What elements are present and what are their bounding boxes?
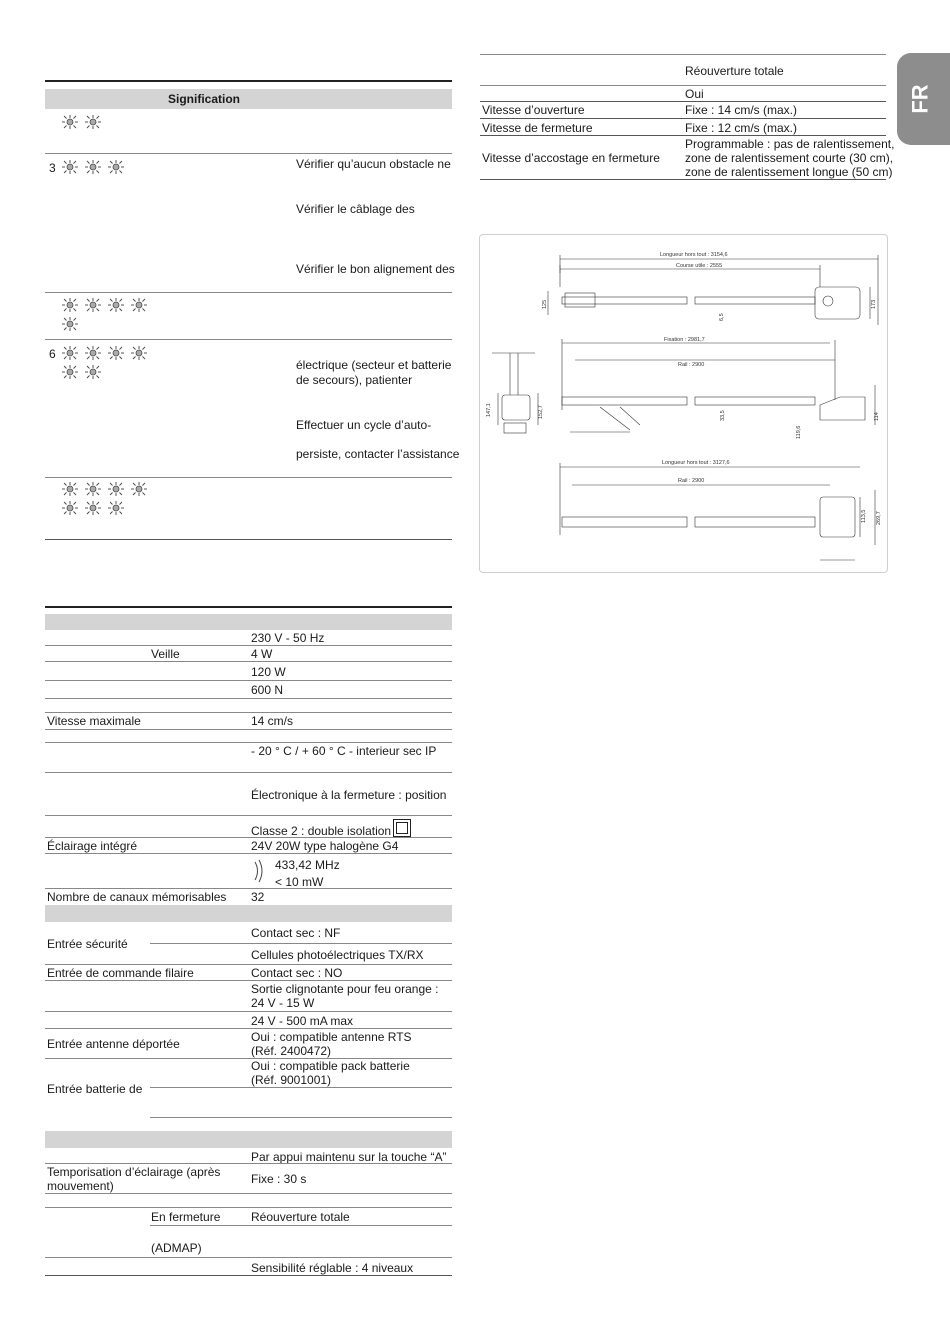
dim-113-5: 113,5 bbox=[861, 509, 867, 523]
row-divider bbox=[45, 772, 452, 773]
label-closing-speed: Vitesse de fermeture bbox=[482, 121, 593, 135]
dim-173: 173 bbox=[871, 299, 877, 309]
spec-wired-contact: Contact sec : NO bbox=[251, 966, 343, 980]
blinking-light-icon bbox=[83, 481, 103, 500]
value-full-reopen: Réouverture totale bbox=[685, 64, 784, 78]
dim-33-5: 33,5 bbox=[720, 410, 726, 421]
radio-wave-icon bbox=[252, 858, 266, 887]
dim-rail-2: Rail : 2900 bbox=[678, 478, 705, 484]
header-signification: Signification bbox=[168, 92, 240, 106]
row-divider bbox=[45, 729, 452, 730]
spec-label-light-delay-2: mouvement) bbox=[47, 1179, 114, 1193]
spec-obstacle-detection: Électronique à la fermeture : position bbox=[251, 788, 447, 802]
row-divider bbox=[45, 980, 452, 981]
spec-label-standby: Veille bbox=[151, 647, 180, 661]
dim-fixation: Fixation : 2981,7 bbox=[664, 337, 705, 343]
spec-photocells: Cellules photoélectriques TX/RX bbox=[251, 948, 424, 962]
language-tab bbox=[897, 53, 950, 145]
dim-6-5: 6,5 bbox=[719, 313, 725, 321]
section-bar bbox=[45, 614, 452, 630]
dimension-drawing bbox=[480, 235, 887, 572]
row-divider bbox=[45, 964, 452, 965]
section-bar bbox=[45, 905, 452, 922]
label-opening-speed: Vitesse d’ouverture bbox=[482, 103, 585, 117]
dim-useful-stroke: Course utile : 2555 bbox=[676, 263, 723, 269]
blinking-light-icon bbox=[106, 159, 126, 178]
table-top-rule bbox=[45, 606, 452, 608]
blinking-light-icon bbox=[60, 316, 80, 335]
note-wait: de secours), patienter bbox=[296, 373, 413, 387]
blink-group-row-2 bbox=[60, 159, 129, 178]
spec-light-delay: Fixe : 30 s bbox=[251, 1172, 307, 1186]
blink-count-3: 3 bbox=[49, 161, 56, 175]
spec-label-battery: Entrée batterie de bbox=[47, 1082, 143, 1096]
blink-group-row-1 bbox=[60, 114, 106, 133]
row-divider bbox=[45, 680, 452, 681]
spec-label-wired-input: Entrée de commande filaire bbox=[47, 966, 194, 980]
language-tab-label: FR bbox=[907, 84, 933, 114]
spec-label-lighting: Éclairage intégré bbox=[47, 839, 138, 853]
label-docking-speed: Vitesse d’accostage en fermeture bbox=[482, 151, 660, 165]
spec-label-light-delay-1: Temporisation d’éclairage (après bbox=[47, 1165, 221, 1179]
blinking-light-icon bbox=[106, 297, 126, 316]
spec-max-speed: 14 cm/s bbox=[251, 714, 294, 728]
spec-power: 120 W bbox=[251, 665, 286, 679]
dim-269-7: 269,7 bbox=[876, 511, 882, 525]
blinking-light-icon bbox=[106, 500, 126, 519]
spec-force: 600 N bbox=[251, 683, 284, 697]
blinking-light-icon bbox=[60, 159, 80, 178]
table-bottom-rule bbox=[480, 179, 886, 180]
spec-antenna-2: (Réf. 2400472) bbox=[251, 1044, 332, 1058]
row-divider bbox=[480, 101, 886, 102]
spec-manual-mode: Par appui maintenu sur la touche “A” bbox=[251, 1150, 447, 1164]
row-divider bbox=[45, 661, 452, 662]
dim-rail-1: Rail : 2900 bbox=[678, 362, 705, 368]
spec-label-on-closing: En fermeture bbox=[151, 1210, 221, 1224]
blinking-light-icon bbox=[129, 481, 149, 500]
row-divider bbox=[480, 85, 886, 86]
blinking-light-icon bbox=[60, 500, 80, 519]
row-divider bbox=[150, 1087, 452, 1088]
row-divider bbox=[45, 645, 452, 646]
blinking-light-icon bbox=[129, 297, 149, 316]
spec-standby: 4 W bbox=[251, 647, 273, 661]
blink-count-6: 6 bbox=[49, 347, 56, 361]
blink-group-row-3 bbox=[60, 297, 160, 335]
value-docking-line-3: zone de ralentissement longue (50 cm) bbox=[685, 165, 893, 179]
spec-on-closing: Réouverture totale bbox=[251, 1210, 350, 1224]
spec-accessory-output: 24 V - 500 mA max bbox=[251, 1014, 354, 1028]
row-divider bbox=[150, 943, 452, 944]
spec-label-channels: Nombre de canaux mémorisables bbox=[47, 890, 227, 904]
blinking-light-icon bbox=[83, 297, 103, 316]
note-obstacle: Vérifier qu’aucun obstacle ne bbox=[296, 157, 451, 171]
table-bottom-rule bbox=[45, 539, 452, 540]
note-auto-cycle: Effectuer un cycle d’auto- bbox=[296, 418, 432, 432]
blinking-light-icon bbox=[83, 159, 103, 178]
spec-battery-1: Oui : compatible pack batterie bbox=[251, 1059, 410, 1073]
row-divider bbox=[480, 54, 886, 55]
blinking-light-icon bbox=[129, 345, 149, 364]
blinking-light-icon bbox=[60, 297, 80, 316]
row-divider bbox=[480, 118, 886, 119]
spec-flasher-output-1: Sortie clignotante pour feu orange : bbox=[251, 982, 439, 996]
blink-group-row-5 bbox=[60, 481, 160, 519]
table-bottom-rule bbox=[45, 1275, 452, 1276]
dim-114: 114 bbox=[874, 412, 880, 421]
value-docking-line-1: Programmable : pas de ralentissement, bbox=[685, 137, 895, 151]
blinking-light-icon bbox=[60, 481, 80, 500]
spec-lighting: 24V 20W type halogène G4 bbox=[251, 839, 399, 853]
note-cabling: Vérifier le câblage des bbox=[296, 202, 415, 216]
spec-temperature: - 20 ° C / + 60 ° C - interieur sec IP bbox=[251, 744, 437, 758]
row-divider bbox=[45, 339, 452, 340]
spec-frequency: 433,42 MHz bbox=[275, 858, 340, 872]
spec-insulation: Classe 2 : double isolation bbox=[251, 824, 392, 838]
dimension-diagram bbox=[479, 234, 888, 573]
spec-radio-power: < 10 mW bbox=[275, 875, 324, 889]
blinking-light-icon bbox=[60, 364, 80, 383]
spec-label-safety-input: Entrée sécurité bbox=[47, 937, 128, 951]
blinking-light-icon bbox=[106, 481, 126, 500]
spec-antenna-1: Oui : compatible antenne RTS bbox=[251, 1030, 412, 1044]
note-power: électrique (secteur et batterie bbox=[296, 358, 452, 372]
row-divider bbox=[45, 1163, 452, 1164]
table-header-bar bbox=[45, 89, 452, 109]
blinking-light-icon bbox=[83, 114, 103, 133]
blinking-light-icon bbox=[83, 345, 103, 364]
row-divider bbox=[45, 1011, 452, 1012]
row-divider bbox=[45, 837, 452, 838]
dim-152-7: 152,7 bbox=[538, 405, 544, 419]
blinking-light-icon bbox=[83, 364, 103, 383]
spec-safety-contact: Contact sec : NF bbox=[251, 926, 341, 940]
blinking-light-icon bbox=[60, 345, 80, 364]
value-docking-line-2: zone de ralentissement courte (30 cm), bbox=[685, 151, 894, 165]
row-divider bbox=[45, 742, 452, 743]
spec-label-antenna: Entrée antenne déportée bbox=[47, 1037, 180, 1051]
blink-group-row-4 bbox=[60, 345, 160, 383]
row-divider bbox=[45, 712, 452, 713]
value-closing-speed: Fixe : 12 cm/s (max.) bbox=[685, 121, 798, 135]
row-divider bbox=[45, 292, 452, 293]
row-divider bbox=[45, 1193, 452, 1194]
double-insulation-inner bbox=[396, 822, 408, 834]
spec-channels: 32 bbox=[251, 890, 265, 904]
table-top-rule bbox=[45, 80, 452, 82]
row-divider bbox=[45, 815, 452, 816]
row-divider bbox=[45, 1207, 452, 1208]
spec-label-admap: (ADMAP) bbox=[151, 1241, 202, 1255]
spec-sensitivity: Sensibilité réglable : 4 niveaux bbox=[251, 1261, 414, 1275]
blinking-light-icon bbox=[60, 114, 80, 133]
dim-147-1: 147,1 bbox=[486, 403, 492, 417]
dim-125: 125 bbox=[542, 299, 548, 309]
value-yes: Oui bbox=[685, 87, 704, 101]
section-bar bbox=[45, 1131, 452, 1148]
row-divider bbox=[45, 477, 452, 478]
dim-overall-length-2: Longueur hors tout : 3127,6 bbox=[662, 460, 730, 466]
row-divider bbox=[45, 1257, 452, 1258]
note-assistance: persiste, contacter l’assistance bbox=[296, 447, 460, 461]
row-divider bbox=[480, 135, 886, 136]
note-alignment: Vérifier le bon alignement des bbox=[296, 262, 455, 276]
row-divider bbox=[150, 1117, 452, 1118]
spec-label-max-speed: Vitesse maximale bbox=[47, 714, 141, 728]
double-insulation-symbol bbox=[393, 819, 411, 837]
row-divider bbox=[45, 698, 452, 699]
row-divider bbox=[45, 153, 452, 154]
spec-battery-2: (Réf. 9001001) bbox=[251, 1073, 332, 1087]
spec-flasher-output-2: 24 V - 15 W bbox=[251, 996, 315, 1010]
row-divider bbox=[45, 888, 452, 889]
dim-119-6: 119,6 bbox=[796, 425, 802, 439]
spec-voltage: 230 V - 50 Hz bbox=[251, 631, 325, 645]
row-divider bbox=[45, 1028, 452, 1029]
value-opening-speed: Fixe : 14 cm/s (max.) bbox=[685, 103, 798, 117]
blinking-light-icon bbox=[106, 345, 126, 364]
row-divider bbox=[45, 853, 452, 854]
row-divider bbox=[150, 1225, 452, 1226]
blinking-light-icon bbox=[83, 500, 103, 519]
dim-overall-length-1: Longueur hors tout : 3154,6 bbox=[660, 252, 728, 258]
